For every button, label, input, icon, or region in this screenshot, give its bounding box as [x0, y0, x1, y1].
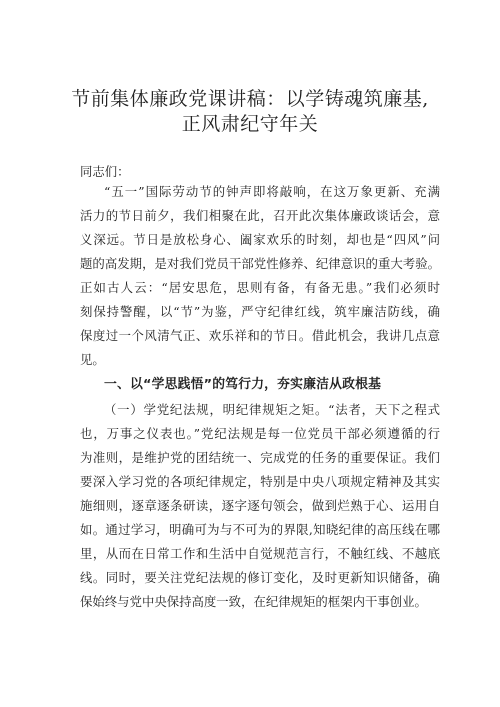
paragraph-line: 要深入学习党的各项纪律规定，特别是中央八项规定精神及其实 — [80, 474, 440, 489]
paragraph-line: 义深远。节日是放松身心、阖家欢乐的时刻，却也是“四风”问 — [80, 232, 440, 247]
section-heading-1: 一、以“学思践悟”的笃行力，夯实廉洁从政根基 — [104, 377, 382, 392]
paragraph-line: 为准则，是维护党的团结统一、完成党的任务的重要保证。我们 — [80, 450, 440, 465]
paragraph-line: 见。 — [80, 352, 105, 367]
document-title-line-1: 节前集体廉政党课讲稿：以学铸魂筑廉基, — [71, 88, 429, 110]
paragraph-line: 题的高发期，是对我们党员干部党性修养、纪律意识的重大考验。 — [80, 256, 440, 271]
paragraph-line: “五一”国际劳动节的钟声即将敲响，在这万象更新、充满 — [104, 184, 440, 199]
paragraph-line: 活力的节日前夕，我们相聚在此，召开此次集体廉政谈话会，意 — [80, 208, 440, 223]
paragraph-line: 保度过一个风清气正、欢乐祥和的节日。借此机会，我讲几点意 — [80, 328, 440, 343]
paragraph-line: 如。通过学习，明确可为与不可为的界限,知晓纪律的高压线在哪 — [80, 522, 440, 537]
paragraph-line: （一）学党纪法规，明纪律规矩之矩。“法者，天下之程式 — [104, 402, 440, 417]
greeting: 同志们： — [80, 164, 130, 179]
paragraph-line: 正如古人云：“居安思危，思则有备，有备无患。”我们必须时 — [80, 280, 440, 295]
document-title-line-2: 正风肃纪守年关 — [181, 113, 319, 135]
paragraph-line: 线。同时，要关注党纪法规的修订变化，及时更新知识储备，确 — [80, 570, 440, 585]
paragraph-line: 施细则，逐章逐条研读，逐字逐句领会，做到烂熟于心、运用自 — [80, 498, 440, 513]
paragraph-line: 保始终与党中央保持高度一致，在纪律规矩的框架内干事创业。 — [80, 594, 427, 609]
paragraph-line: 也，万事之仪表也。”党纪法规是每一位党员干部必须遵循的行 — [80, 426, 440, 441]
paragraph-line: 里，从而在日常工作和生活中自觉规范言行，不触红线、不越底 — [80, 546, 440, 561]
paragraph-line: 刻保持警醒，以“节”为鉴，严守纪律红线，筑牢廉洁防线，确 — [80, 304, 440, 319]
